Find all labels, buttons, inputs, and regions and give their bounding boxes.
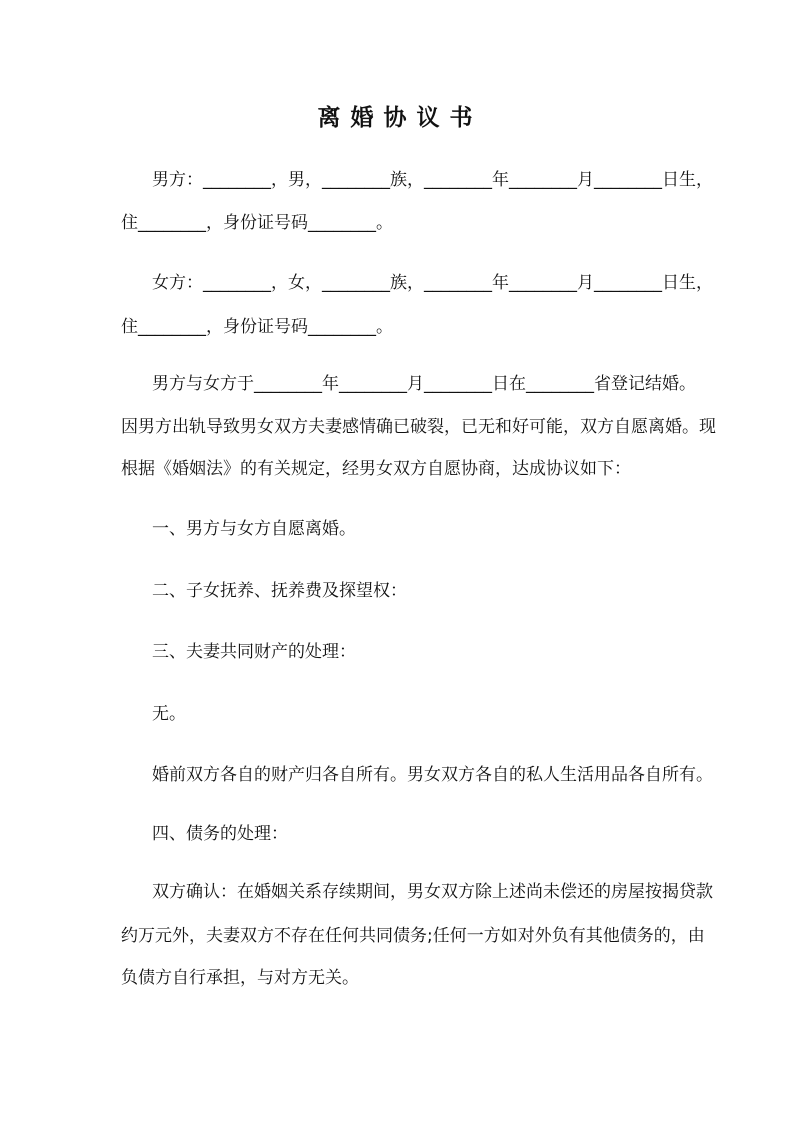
clause-one: 一、男方与女方自愿离婚。 [152, 519, 356, 539]
female-party-line-1: 女方：________，女，________族，________年________月________日生， [152, 273, 713, 293]
male-party-line-1: 男方：________，男，________族，________年________月________日生， [152, 170, 713, 190]
clause-two: 二、子女抚养、抚养费及探望权： [152, 581, 407, 601]
debt-confirmation-line-1: 双方确认：在婚姻关系存续期间，男女双方除上述尚未偿还的房屋按揭贷款 [152, 882, 713, 902]
clause-three: 三、夫妻共同财产的处理： [152, 642, 356, 662]
agreement-basis-line: 根据《婚姻法》的有关规定，经男女双方自愿协商，达成协议如下： [121, 459, 631, 479]
debt-confirmation-line-3: 负债方自行承担，与对方无关。 [121, 968, 359, 988]
marriage-registration-line: 男方与女方于________年________月________日在________省登记结婚。 [152, 374, 696, 394]
clause-three-none: 无。 [152, 704, 186, 724]
clause-three-property: 婚前双方各自的财产归各自所有。男女双方各自的私人生活用品各自所有。 [152, 765, 713, 785]
male-party-line-2: 住________，身份证号码________。 [121, 213, 393, 233]
divorce-reason-line: 因男方出轨导致男女双方夫妻感情确已破裂，已无和好可能，双方自愿离婚。现 [121, 417, 716, 437]
debt-confirmation-line-2: 约万元外，夫妻双方不存在任何共同债务;任何一方如对外负有其他债务的，由 [121, 926, 705, 946]
clause-four: 四、债务的处理： [152, 824, 288, 844]
document-title: 离婚协议书 [317, 105, 483, 131]
female-party-line-2: 住________，身份证号码________。 [121, 317, 393, 337]
